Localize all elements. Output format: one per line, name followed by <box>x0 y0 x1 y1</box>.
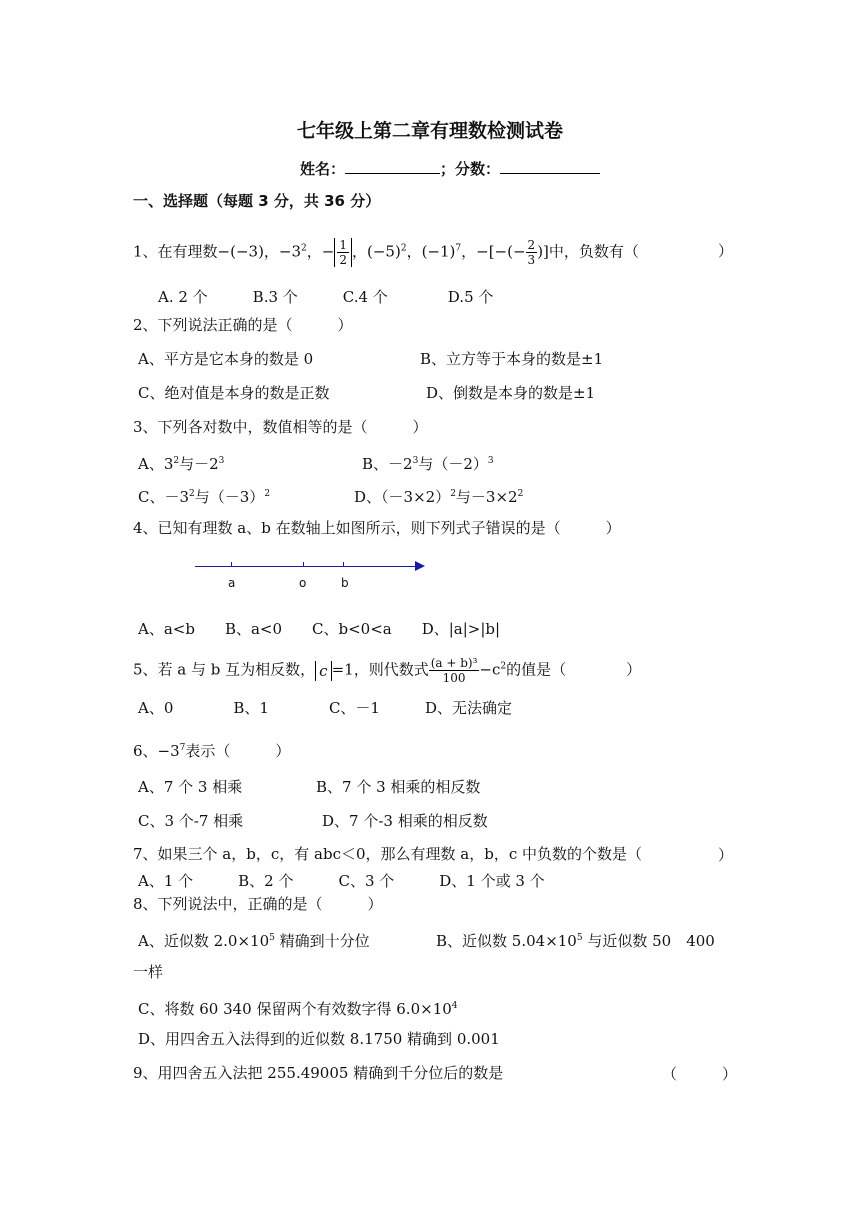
question-1 <box>133 238 639 267</box>
q1-fraction-1: $\frac{1}{2}$ <box>339 238 347 267</box>
q3-option-b: B、$-2^3$与$(-2)^3$ <box>362 455 494 473</box>
arrow-right-icon <box>415 561 425 571</box>
q1-sup4: 7 <box>455 243 462 254</box>
q2-option-d: D、倒数是本身的数是±1 <box>426 384 596 402</box>
q6-option-a: A、7 个 3 相乘 <box>138 778 243 796</box>
q6-option-c: C、3 个-7 相乘 <box>138 812 244 830</box>
score-label: ；分数： <box>440 160 501 178</box>
q1-term1: −(−3)，−3 <box>217 242 302 261</box>
question-6: 6、$-3^7$表示（ ） <box>133 742 291 760</box>
q1-term4: ，(−1) <box>406 242 456 261</box>
q3-option-a: A、$3^2$与$-2^3$ <box>138 455 225 473</box>
question-8: 8、下列说法中，正确的是（ ） <box>133 895 383 913</box>
q8-option-c: C、将数 60 340 保留两个有效数字得 $6.0\times 10^4$ <box>138 1000 458 1018</box>
name-label: 姓名： <box>300 160 346 178</box>
q2-option-b: B、立方等于本身的数是±1 <box>420 350 604 368</box>
q3-option-c: C、$-3^2$与$(-3)^2$ <box>138 488 271 506</box>
label-b: b <box>341 576 349 590</box>
q5-abs-c: c <box>315 661 331 681</box>
label-a: a <box>228 576 236 590</box>
q4-options: A、a<b B、a<0 C、b<0<a D、|a|>|b| <box>138 620 501 638</box>
q2-option-a: A、平方是它本身的数是 0 <box>138 350 314 368</box>
q1-term2: ，− <box>306 242 335 261</box>
tick-b <box>343 562 344 567</box>
q6-option-b: B、7 个 3 相乘的相反数 <box>316 778 481 796</box>
q8-option-d: D、用四舍五入法得到的近似数 8.1750 精确到 0.001 <box>138 1030 500 1048</box>
q1-abs <box>334 238 352 267</box>
label-o: o <box>299 576 307 590</box>
name-blank[interactable] <box>345 159 440 174</box>
q8-option-a: A、近似数 $2.0\times 10^5$ 精确到十分位 <box>138 932 370 950</box>
q1-prefix: 1、在有理数 <box>133 242 218 261</box>
q7-close-paren: ） <box>718 846 734 864</box>
number-line <box>195 560 435 592</box>
q5-options: A、0 B、1 C、－1 D、无法确定 <box>138 699 512 717</box>
score-blank[interactable] <box>500 159 600 174</box>
q1-close-paren: ） <box>718 242 734 260</box>
name-score-row <box>300 158 600 179</box>
q1-term6: )]中，负数有（ <box>537 242 639 261</box>
q1-options: A. 2 个 B.3 个 C.4 个 D.5 个 <box>158 288 494 306</box>
q8-option-b: B、近似数 $5.04\times 10^5$ 与近似数 50 400 <box>436 932 715 950</box>
q1-term5: ，−[−(− <box>461 242 526 261</box>
question-3: 3、下列各对数中，数值相等的是（ ） <box>133 418 428 436</box>
q1-sup1: 2 <box>301 243 307 254</box>
q7-options: A、1 个 B、2 个 C、3 个 D、1 个或 3 个 <box>138 872 545 890</box>
question-7: 7、如果三个 a，b，c，有 abc＜0，那么有理数 a，b，c 中负数的个数是（ <box>133 845 642 863</box>
q9-answer-paren: （ ） <box>662 1065 738 1083</box>
q3-option-d: D、$(-3\times 2)^2$与$-3\times 2^2$ <box>354 488 524 506</box>
question-5: 5、若 a 与 b 互为相反数， c =1，则代数式 $\frac{\text{(a + b)³}}{100}$ $-c^2$的值是（ ） <box>133 656 642 685</box>
q6-option-d: D、7 个-3 相乘的相反数 <box>322 812 488 830</box>
q2-option-c: C、绝对值是本身的数是正数 <box>138 384 330 402</box>
tick-a <box>231 562 232 567</box>
q5-fraction: $\frac{\text{(a + b)³}}{100}$ <box>430 656 478 685</box>
q1-sup3: 2 <box>400 243 407 254</box>
question-2: 2、下列说法正确的是（ ） <box>133 316 353 334</box>
q1-fraction-2: $\frac{2}{3}$ <box>527 238 536 267</box>
q1-term3: ，(−5) <box>352 242 401 261</box>
tick-o <box>303 562 304 567</box>
q8-option-b-continued: 一样 <box>133 963 164 981</box>
question-4: 4、已知有理数 a、b 在数轴上如图所示，则下列式子错误的是（ ） <box>133 519 621 537</box>
question-9: 9、用四舍五入法把 255.49005 精确到千分位后的数是 <box>133 1064 504 1082</box>
page-title: 七年级上第二章有理数检测试卷 <box>296 120 563 142</box>
number-line-axis <box>195 566 421 567</box>
section-heading: 一、选择题（每题 3 分，共 36 分） <box>133 192 381 210</box>
